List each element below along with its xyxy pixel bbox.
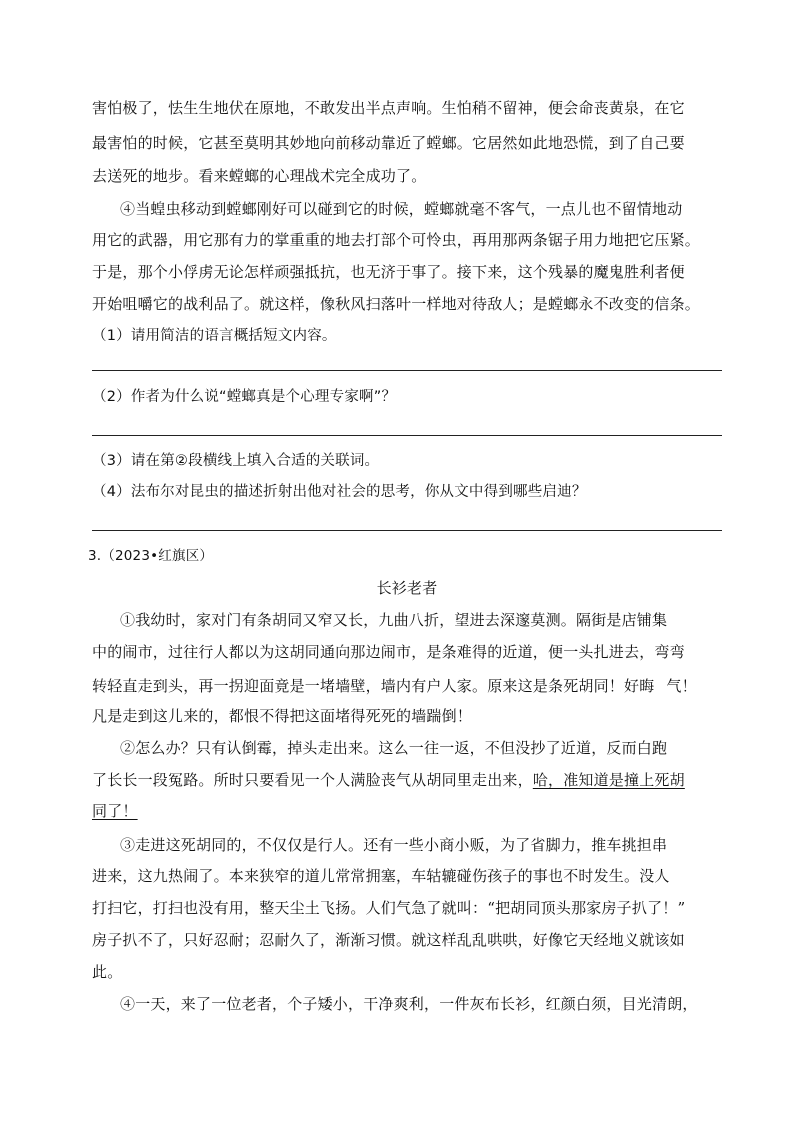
p3b-line-4: 房子扒不了，只好忍耐；忍耐久了，渐渐习惯。就这样乱乱哄哄，好像它天经地义就该如 — [92, 931, 685, 949]
answer-line-2[interactable] — [92, 435, 722, 436]
p1-line-1: ①我幼时，家对门有条胡同又窄又长，九曲八折，望进去深邃莫测。隔街是店铺集 — [120, 611, 668, 629]
passage-title: 长衫老者 — [376, 579, 438, 597]
p4-line-2: 用它的武器，用它那有力的掌重重的地去打部个可怜虫，再用那两条锯子用力地把它压紧。 — [92, 231, 701, 249]
question-1: （1）请用简洁的语言概括短文内容。 — [92, 328, 337, 344]
p3b-line-3: 打扫它，打扫也没有用，整天尘土飞扬。人们气急了就叫：“把胡同顶头那家房子扒了！” — [92, 899, 686, 917]
p1-line-3 — [92, 676, 722, 696]
p4b-line-1: ④一天，来了一位老者，个子矮小，干净爽利，一件灰布长衫，红颜白须，目光清朗， — [120, 995, 698, 1013]
p2-line-2a: 了长长一段冤路。所时只要看见一个人满脸丧气从胡同里走出来， — [92, 771, 533, 789]
p4-line-4: 开始咀嚼它的战利品了。就这样，像秋风扫落叶一样地对待敌人；是螳螂永不改变的信条。 — [92, 295, 701, 313]
answer-line-4[interactable] — [92, 530, 722, 531]
question-3: （3）请在第②段横线上填入合适的关联词。 — [92, 453, 380, 469]
p3b-line-2: 进来，这九热闹了。本来狭窄的道儿常常拥塞，车轱辘碰伤孩子的事也不时发生。没人 — [92, 867, 670, 885]
p1-line-3a: 转轻直走到头，再一拐迎面竟是一堵墙壁，墙内有户人家。原来这是条死胡同！好晦 — [92, 677, 655, 695]
underlined-sentence-1: 哈，准知道是撞上死胡 — [532, 771, 685, 789]
question-2: （2）作者为什么说“螳螂真是个心理专家啊”？ — [92, 389, 397, 405]
p3-line-1: 害怕极了，怯生生地伏在原地，不敢发出半点声响。生怕稍不留神，便会命丧黄泉，在它 — [92, 99, 685, 117]
p4-line-3: 于是，那个小俘虏无论怎样顽强抵抗，也无济于事了。接下来，这个残暴的魔鬼胜利者便 — [92, 263, 685, 281]
p1-line-3b: 气！ — [666, 677, 697, 695]
p3-line-3: 去送死的地步。看来螳螂的心理战术完全成功了。 — [92, 167, 427, 185]
underlined-sentence-2: 同了！ — [92, 802, 138, 820]
question-4: （4）法布尔对昆虫的描述折射出他对社会的思考，你从文中得到哪些启迪？ — [92, 484, 587, 500]
question-source: 3.（2023•红旗区） — [88, 548, 214, 564]
p2-line-1: ②怎么办？只有认倒霉，掉头走出来。这么一往一返，不但没抄了近道，反而白跑 — [120, 739, 668, 757]
p2-line-2 — [92, 770, 722, 790]
p1-line-2: 中的闹市，过往行人都以为这胡同通向那边闹市，是条难得的近道，便一头扎进去，弯弯 — [92, 643, 685, 661]
p3b-line-1: ③走进这死胡同的，不仅仅是行人。还有一些小商小贩，为了省脚力，推车挑担串 — [120, 836, 668, 854]
p4-line-1: ④当蝗虫移动到螳螂刚好可以碰到它的时候，螳螂就毫不客气，一点儿也不留情地动 — [120, 200, 683, 218]
p3b-line-5: 此。 — [92, 963, 123, 981]
answer-line-1[interactable] — [92, 370, 722, 371]
p2-line-3 — [92, 801, 722, 821]
p3-line-2: 最害怕的时候，它甚至莫明其妙地向前移动靠近了螳螂。它居然如此地恐慌，到了自己要 — [92, 134, 685, 152]
p1-line-4: 凡是走到这儿来的，都恨不得把这面堵得死死的墙踹倒！ — [92, 707, 473, 725]
